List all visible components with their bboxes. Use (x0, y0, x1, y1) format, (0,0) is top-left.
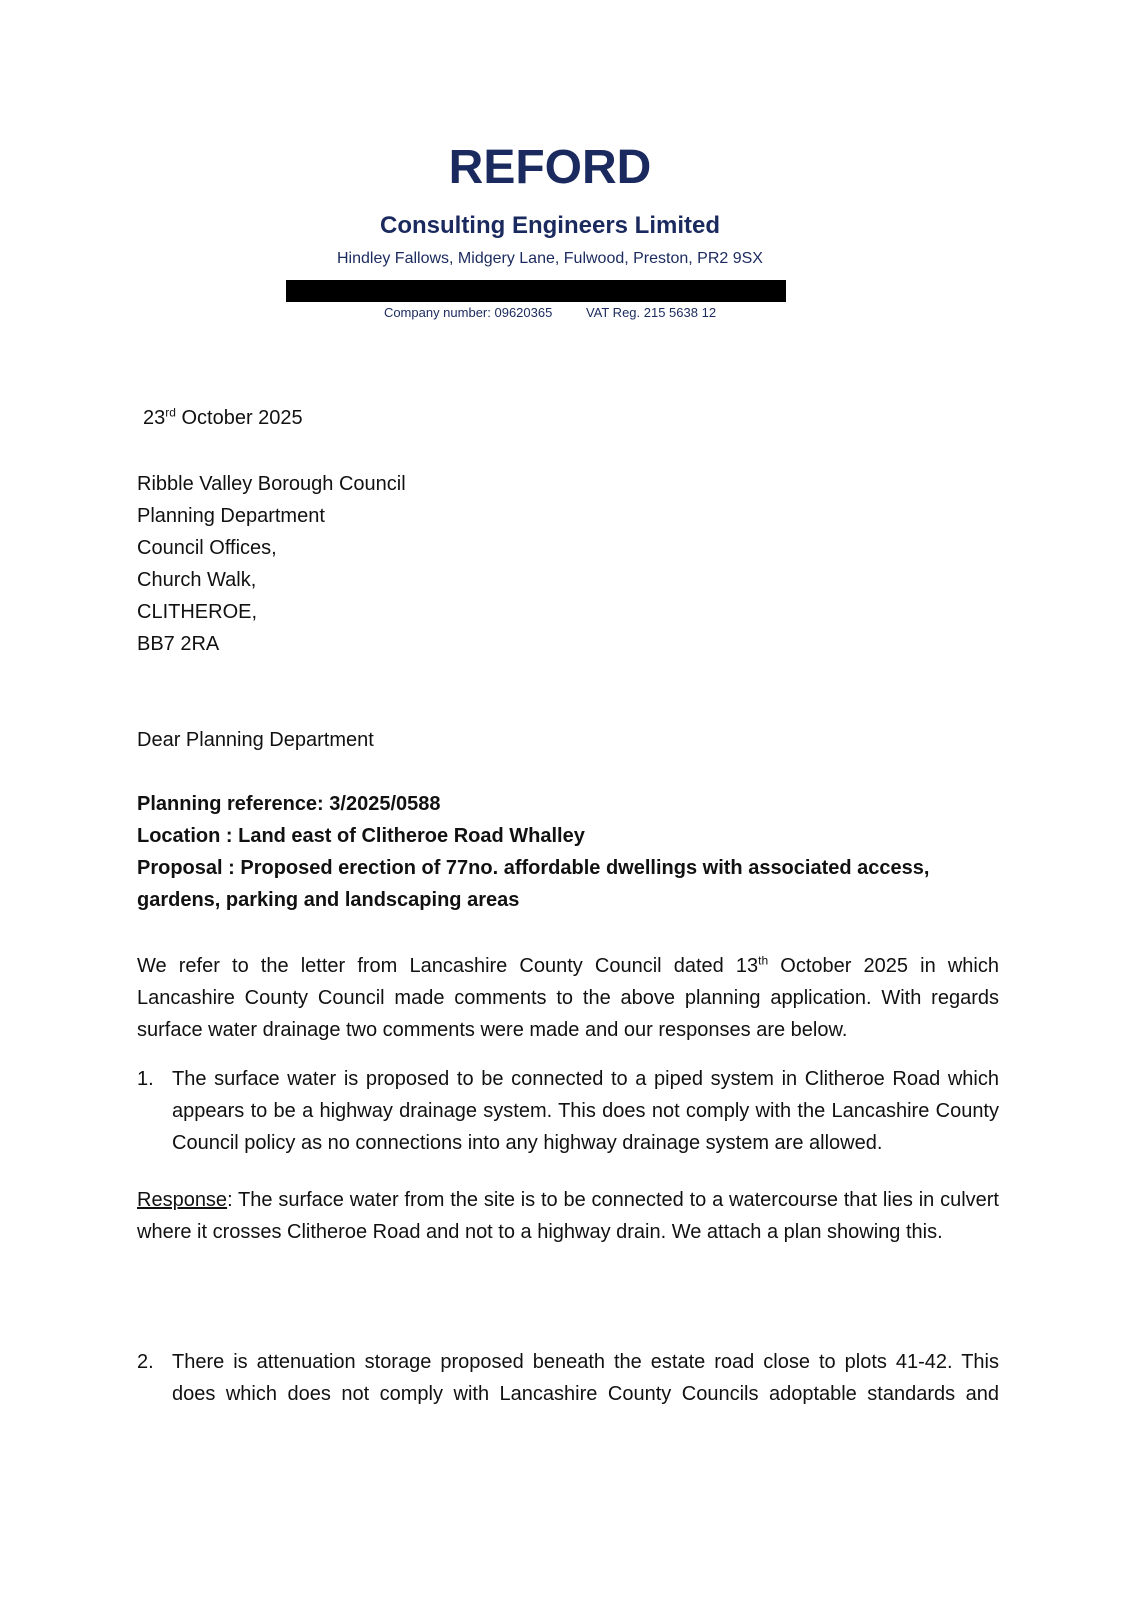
redaction-bar (286, 280, 786, 302)
recipient-line: CLITHEROE, (137, 601, 258, 623)
planning-reference: Planning reference: 3/2025/0588 (137, 793, 441, 815)
list-item-text: The surface water is proposed to be connected to a piped system in Clitheroe Road which appears to be a highway drainage system. This does not comply with the Lancashire County Council policy as no connections into any highway drainage system are allowed. (172, 1068, 999, 1154)
recipient-line: Church Walk, (137, 569, 257, 591)
location: Location : Land east of Clitheroe Road Whalley (137, 825, 585, 847)
registration-line (0, 305, 1100, 320)
letter-date (143, 402, 303, 434)
intro-paragraph (137, 950, 999, 1046)
recipient-line: Planning Department (137, 505, 325, 527)
intro-text-before: We refer to the letter from Lancashire County Council dated 13 (137, 955, 759, 977)
list-item-text: There is attenuation storage proposed beneath the estate road close to plots 41-42. This does which does not comply with Lancashire County Councils adoptable standards and (172, 1351, 999, 1405)
recipient-address (137, 468, 406, 660)
date-suffix: rd (165, 405, 176, 420)
list-item-number: 2. (137, 1351, 154, 1373)
vat-number: VAT Reg. 215 5638 12 (585, 305, 717, 320)
recipient-line: Ribble Valley Borough Council (137, 473, 406, 495)
list-item-number: 1. (137, 1068, 154, 1090)
date-day: 23 (143, 407, 166, 429)
intro-text-after: October 2025 in which Lancashire County Council made comments to the above planning application. With regards surface water drainage two comments were made and our responses are below. (137, 955, 1000, 1041)
response-text: : The surface water from the site is to be connected to a watercourse that lies in culvert where it crosses Clitheroe Road and not to a highway drain. We attach a plan showing this. (137, 1189, 999, 1243)
company-address: Hindley Fallows, Midgery Lane, Fulwood, Preston, PR2 9SX (337, 250, 763, 267)
list-item (137, 1063, 999, 1163)
recipient-line: Council Offices, (137, 537, 277, 559)
response-label: Response (137, 1189, 228, 1211)
date-rest: October 2025 (175, 407, 303, 429)
intro-sup: th (758, 953, 769, 968)
proposal: Proposal : Proposed erection of 77no. affordable dwellings with associated access, gardens, parking and landscaping areas (137, 857, 930, 911)
list-item (137, 1346, 999, 1416)
company-logo-text: REFORD (448, 141, 652, 194)
company-number: Company number: 09620365 (383, 305, 553, 320)
company-name: Consulting Engineers Limited (379, 212, 721, 239)
recipient-line: BB7 2RA (137, 633, 220, 655)
reference-block (137, 788, 999, 916)
salutation: Dear Planning Department (137, 729, 374, 751)
response-paragraph (137, 1184, 999, 1248)
